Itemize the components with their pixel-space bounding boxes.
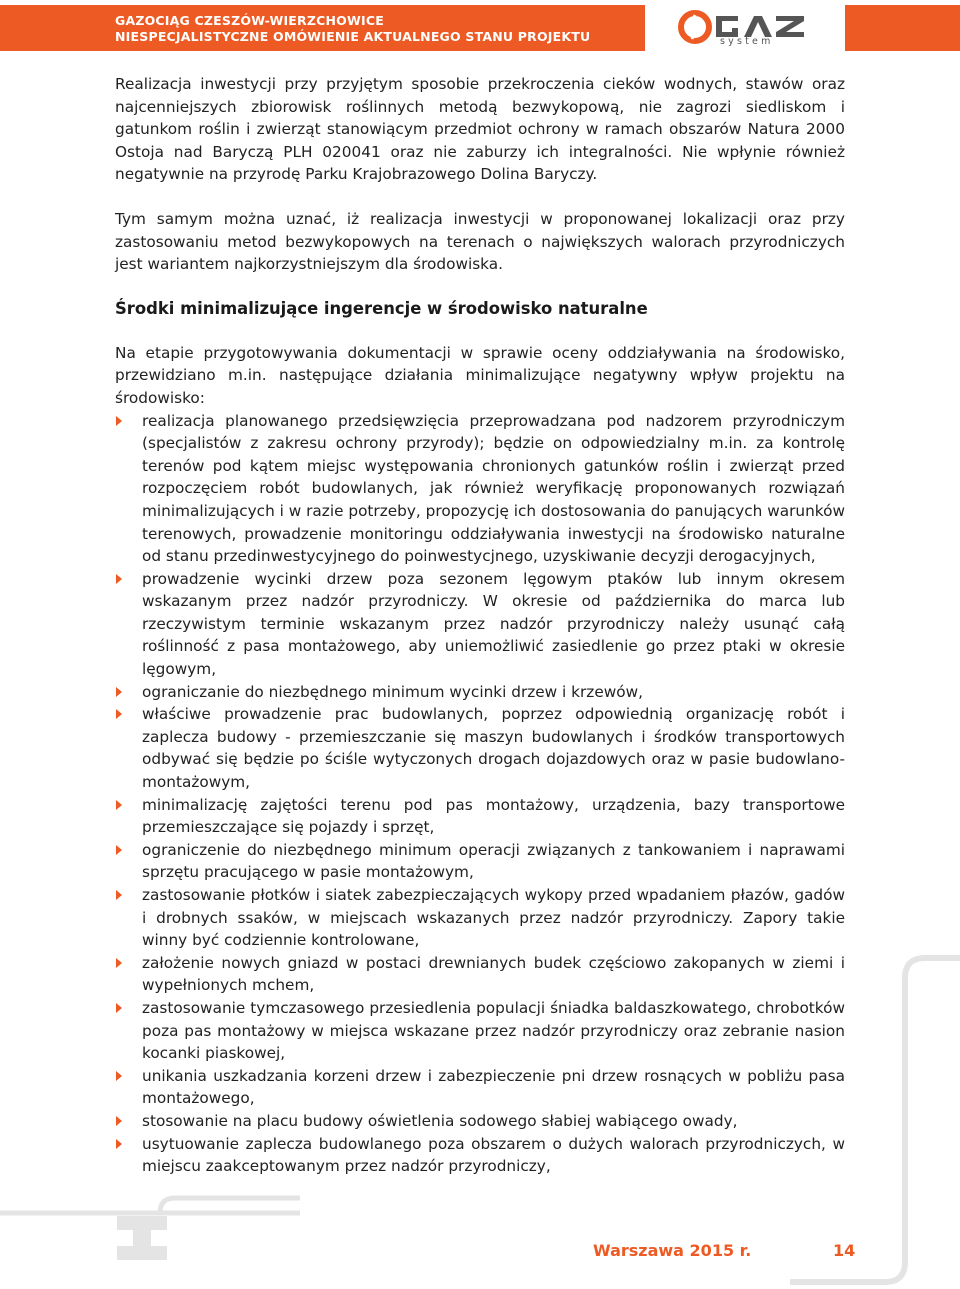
paragraph: Realizacja inwestycji przy przyjętym sposobie przekroczenia cieków wodnych, stawów oraz najcenniejszych zbiorowisk roślinnych metodą bezwykopową, nie zagrozi siedliskom i gatunkom roślin i zwierząt stanowiącym przedmiot ochrony w ramach obszarów Natura 2000 Ostoja nad Baryczą PLH 020041 oraz nie zaburzy ich integralności. Nie wpłynie również negatywnie na przyrodę Parku Krajobrazowego Dolina Baryczy. <box>115 75 845 184</box>
bullet-arrow-icon <box>116 416 122 426</box>
document-title <box>115 13 590 45</box>
list-item-text: założenie nowych gniazd w postaci drewnianych budek częściowo zakopanych w ziemi i wypełnionych mchem, <box>142 953 845 995</box>
bullet-arrow-icon <box>116 958 122 968</box>
list-item-text: minimalizację zajętości terenu pod pas montażowy, urządzenia, bazy transportowe przemieszczające się pojazdy i sprzęt, <box>142 795 845 837</box>
list-item <box>115 1110 845 1133</box>
intro-paragraph: Na etapie przygotowywania dokumentacji w sprawie oceny oddziaływania na środowisko, przewidziano m.in. następujące działania minimalizujące negatywny wpływ projektu na środowisko: <box>115 343 845 407</box>
list-item <box>115 703 845 793</box>
header-band-right <box>845 5 960 51</box>
list-item <box>115 997 845 1065</box>
title-line-2: NIESPECJALISTYCZNE OMÓWIENIE AKTUALNEGO STANU PROJEKTU <box>115 29 591 44</box>
list-item <box>115 410 845 568</box>
list-item <box>115 1065 845 1110</box>
list-item <box>115 1133 845 1178</box>
list-item-text: unikania uszkadzania korzeni drzew i zabezpieczenie pni drzew rosnących w pobliżu pasa montażowego, <box>142 1066 845 1108</box>
paragraph: Tym samym można uznać, iż realizacja inwestycji w proponowanej lokalizacji oraz przy zastosowaniu metod bezwykopowych na terenach o największych walorach przyrodniczych jest wariantem najkorzystniejszym dla środowiska. <box>115 209 845 274</box>
document-body <box>115 73 845 1178</box>
title-line-1: GAZOCIĄG CZESZÓW-WIERZCHOWICE <box>115 13 384 28</box>
list-item-text: ograniczanie do niezbędnego minimum wycinki drzew i krzewów, <box>142 682 643 701</box>
list-item-text: zastosowanie płotków i siatek zabezpieczających wykopy przed wpadaniem płazów, gadów i drobnych ssaków, w miejscach wskazanych przez nadzór przyrodniczy. Zapory takie winny być codziennie kontrolowane, <box>142 886 845 950</box>
list-item-text: realizacja planowanego przedsięwzięcia przeprowadzana pod nadzorem przyrodniczym (specjalistów z zakresu ochrony przyrody); będzie on odpowiedzialny m.in. za kontrolę terenów pod kątem miejsc występowania chronionych gatunków roślin i zwierząt przed rozpoczęciem robót budowlanych, jak również weryfikację proponowanych rozwiązań minimalizujących i w razie potrzeby, propozycję ich dostosowania do panujących warunków terenowych, prowadzenie monitoringu oddziaływania inwestycji na środowisko naturalne od stanu przedinwestycyjnego do poinwestycjnego, uzyskiwanie decyzji derogacyjnych, <box>142 411 845 566</box>
page-number: 14 <box>833 1241 856 1260</box>
list-item <box>115 952 845 997</box>
logo-subtitle: system <box>720 36 774 47</box>
list-item-text: właściwe prowadzenie prac budowlanych, poprzez odpowiednią organizację robót i zaplecza budowy - przemieszczanie się maszyn budowlanych i środków transportowych odbywać się będzie po ściśle wytyczonych drogach dojazdowych oraz w pasie budowlano-montażowym, <box>142 705 845 792</box>
list-item-text: ograniczenie do niezbędnego minimum operacji związanych z tankowaniem i naprawami sprzętu pracującego w pasie montażowym, <box>142 840 845 882</box>
bullet-arrow-icon <box>116 709 122 719</box>
bullet-arrow-icon <box>116 687 122 697</box>
bullet-arrow-icon <box>116 890 122 900</box>
bullet-arrow-icon <box>116 1003 122 1013</box>
list-item-text: usytuowanie zaplecza budowlanego poza obszarem o dużych walorach przyrodniczych, w miejscu zaakceptowanym przez nadzór przyrodniczy, <box>142 1134 845 1176</box>
list-item-text: zastosowanie tymczasowego przesiedlenia populacji śniadka baldaszkowatego, chrobotków poza pas montażowy w miejsca wskazane przez nadzór przyrodniczy oraz zebranie nasion kocanki piaskowej, <box>142 998 845 1063</box>
bullet-arrow-icon <box>116 574 122 584</box>
list-item <box>115 568 845 681</box>
list-item <box>115 794 845 839</box>
bullet-arrow-icon <box>116 845 122 855</box>
footer-city-date: Warszawa 2015 r. <box>593 1241 752 1260</box>
list-item-text: prowadzenie wycinki drzew poza sezonem lęgowym ptaków lub innym okresem wskazanym przez nadzór przyrodniczy. W okresie od października do marca lub rzeczywistym terminie wskazanym przez nadzór przyrodniczy należy usunąć całą roślinność z pasa montażowego, aby uniemożliwić zasiedlenie go przez ptaki w okresie lęgowym, <box>142 569 845 679</box>
list-item <box>115 884 845 952</box>
list-item <box>115 681 845 704</box>
bullet-arrow-icon <box>116 1071 122 1081</box>
bullet-arrow-icon <box>116 1139 122 1149</box>
bullet-arrow-icon <box>116 1116 122 1126</box>
bullet-arrow-icon <box>116 800 122 810</box>
measures-list <box>115 410 845 1178</box>
list-item-text: stosowanie na placu budowy oświetlenia sodowego słabiej wabiącego owady, <box>142 1111 738 1130</box>
section-heading: Środki minimalizujące ingerencje w środowisko naturalne <box>115 298 648 318</box>
list-item <box>115 839 845 884</box>
